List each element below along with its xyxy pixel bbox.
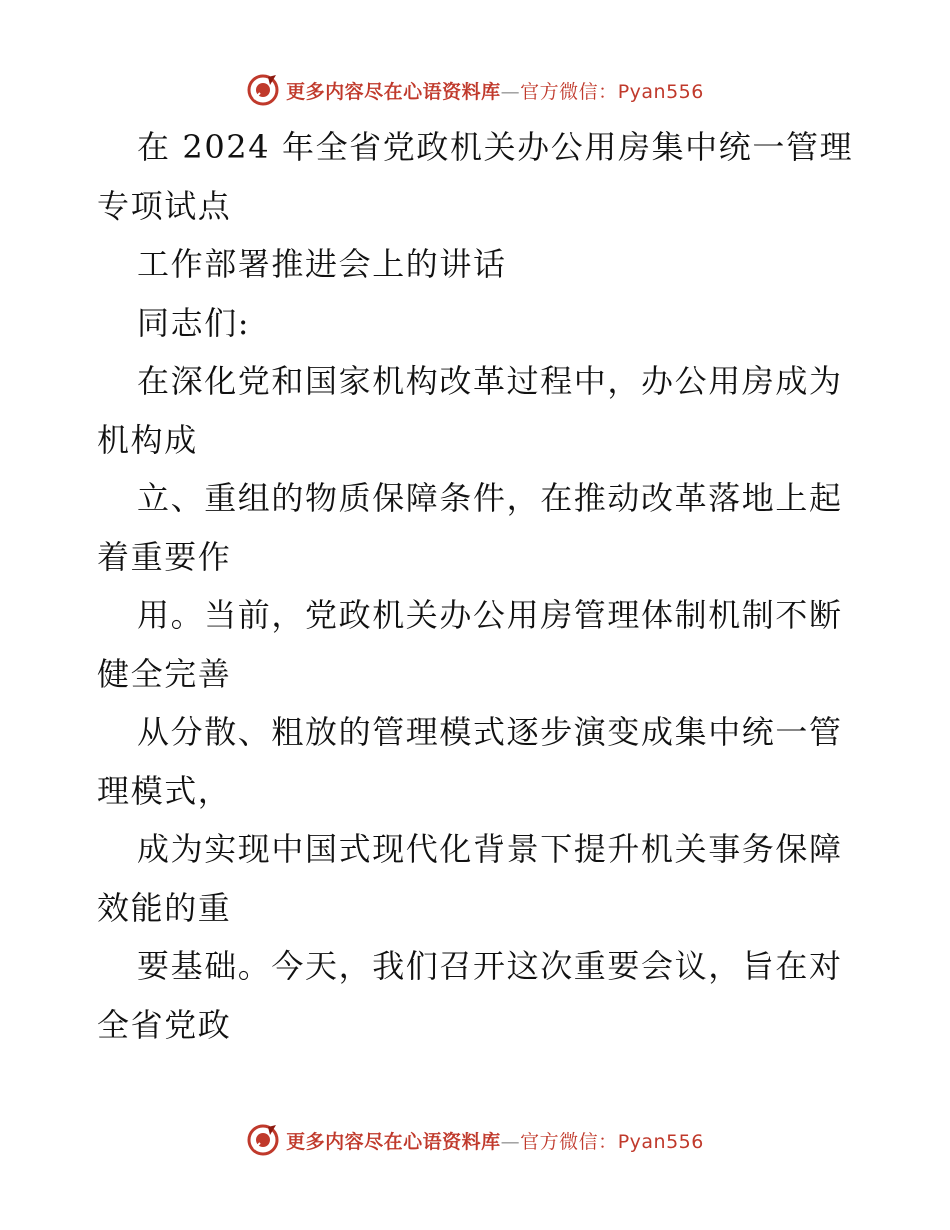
header-watermark [0, 70, 950, 110]
watermark-brand: 更多内容尽在心语资料库 [286, 80, 501, 103]
watermark-account: Pyan556 [617, 80, 704, 103]
text-line: 用。当前，党政机关办公用房管理体制机制不断 [137, 596, 843, 634]
text-line: 着重要作 [97, 537, 232, 576]
text-line: 效能的重 [97, 888, 232, 927]
text-line: 健全完善 [97, 654, 232, 693]
text-line: 立、重组的物质保障条件，在推动改革落地上起 [137, 479, 843, 517]
text-line: 成为实现中国式现代化背景下提升机关事务保障 [137, 830, 843, 868]
watermark-separator: — [500, 1130, 521, 1153]
text-line: 全省党政 [97, 1005, 232, 1044]
text-line: 专项试点 [97, 186, 232, 225]
text-line: 要基础。今天，我们召开这次重要会议，旨在对 [137, 947, 843, 985]
document-body [97, 118, 857, 1054]
quill-logo-icon [246, 73, 280, 107]
watermark-official: 官方微信： [520, 80, 618, 103]
text-line: 从分散、粗放的管理模式逐步演变成集中统一管 [137, 713, 843, 751]
text-line: 同志们: [137, 303, 251, 342]
footer-watermark [0, 1120, 950, 1160]
watermark-separator: — [500, 80, 521, 103]
text-line: 工作部署推进会上的讲话 [137, 245, 507, 283]
text-line: 理模式， [97, 771, 232, 810]
watermark-official: 官方微信： [520, 1130, 618, 1153]
text-line: 在 2024 年全省党政机关办公用房集中统一管理 [137, 128, 854, 166]
text-line: 机构成 [97, 420, 198, 459]
watermark-brand: 更多内容尽在心语资料库 [286, 1130, 501, 1153]
watermark-account: Pyan556 [617, 1130, 704, 1153]
quill-logo-icon [246, 1123, 280, 1157]
text-line: 在深化党和国家机构改革过程中，办公用房成为 [137, 362, 843, 400]
